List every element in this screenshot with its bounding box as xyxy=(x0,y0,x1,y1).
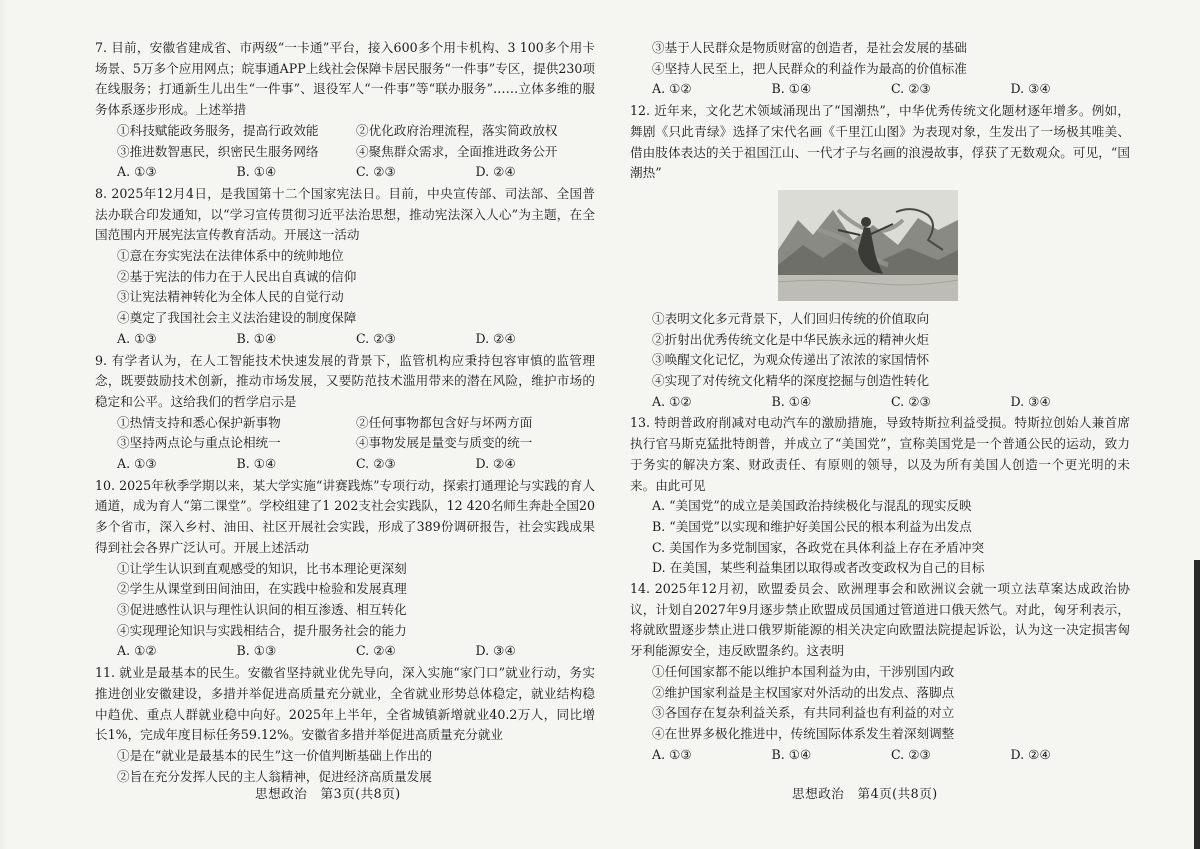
question-12-answers xyxy=(630,392,1130,413)
question-11-answer-b: B. ①④ xyxy=(771,81,812,97)
question-7-answer-c: C. ②③ xyxy=(356,164,396,180)
question-9-answers xyxy=(95,454,595,475)
question-10-answer-a: A. ①② xyxy=(117,643,157,659)
question-7-option-1: ①科技赋能政务服务，提高行政效能 xyxy=(117,122,319,138)
question-10-answers xyxy=(95,641,595,662)
question-12-answer-a: A. ①② xyxy=(652,393,692,409)
question-7-options-row-2 xyxy=(95,142,595,163)
dancer-landscape-image xyxy=(778,190,958,301)
question-8-answer-a: A. ①③ xyxy=(117,330,157,346)
question-8-answer-c: C. ②③ xyxy=(356,330,396,346)
question-14-answer-a: A. ①③ xyxy=(652,746,692,762)
question-9-stem: 9. 有学者认为，在人工智能技术快速发展的背景下，监管机构应秉持包容审慎的监管理念，既要鼓励技术创新，推动市场发展，又要防范技术滥用带来的潜在风险，维护市场的稳定和公平。这给我们的哲学启示是 xyxy=(95,352,595,409)
question-11-option-3: ③基于人民群众是物质财富的创造者，是社会发展的基础 xyxy=(652,40,967,55)
question-11-stem: 11. 就业是最基本的民生。安徽省坚持就业优先导向，深入实施“家门口”就业行动，务实推进创业安徽建设，多措并举促进高质量充分就业，全省就业形势总体稳定，就业结构稳中趋优、重点人群就业稳中向好。2025年上半年，全省城镇新增就业40.2万人，同比增长1%，完成年度目标任务59.12%。安徽省多措并举促进高质量充分就业 xyxy=(95,665,595,743)
question-9-answer-a: A. ①③ xyxy=(117,456,157,472)
question-12-option-4: ④实现了对传统文化精华的深度挖掘与创造性转化 xyxy=(652,373,930,389)
question-7-option-2: ②优化政府治理流程，落实简政放权 xyxy=(356,122,558,138)
question-13-option-c: C. 美国作为多党制国家，各政党在具体利益上存在矛盾冲突 xyxy=(652,539,985,555)
question-12-stem: 12. 近年来，文化艺术领域涌现出了“国潮热”，中华优秀传统文化题材逐年增多。例如，舞剧《只此青绿》选择了宋代名画《千里江山图》为表现对象，生发出了一场极其唯美、借由肢体表达的关于祖国江山、一代才子与名画的浪漫故事，俘获了无数观众。可见，“国潮热” xyxy=(630,103,1130,181)
question-7-answers xyxy=(95,162,595,183)
question-7-options-row-1 xyxy=(95,121,595,142)
question-14-answer-c: C. ②③ xyxy=(891,746,931,762)
question-12-answer-b: B. ①④ xyxy=(771,393,812,409)
question-10-answer-b: B. ①③ xyxy=(236,643,277,659)
question-8-option-3: ③让宪法精神转化为全体人民的自觉行动 xyxy=(117,289,344,305)
question-8-option-2: ②基于宪法的伟力在于人民出自真诚的信仰 xyxy=(117,268,357,284)
question-14-answer-b: B. ①④ xyxy=(771,746,812,762)
question-10-answer-c: C. ②④ xyxy=(356,643,396,659)
page-footer-left: 思想政治 第3页(共8页) xyxy=(255,786,401,801)
question-10-option-1: ①让学生认识到直观感受的知识，比书本理论更深刻 xyxy=(117,560,407,576)
question-7-stem: 7. 目前，安徽省建成省、市两级“一卡通”平台，接入600多个用卡机构、3 100多个用卡场景、5万多个应用网点；皖事通APP上线社会保障卡居民服务“一件事”专区，提供230项在线服务；打通新生儿出生“一件事”、退役军人“一件事”等“联办服务”……立体多维的服务体系逐步形成。上述举措 xyxy=(95,40,595,118)
question-11-answer-c: C. ②③ xyxy=(891,81,931,97)
question-14-answers xyxy=(630,745,1130,766)
question-14-option-3: ③各国存在复杂利益关系，有共同利益也有利益的对立 xyxy=(652,705,955,721)
question-7-answer-b: B. ①④ xyxy=(236,164,277,180)
question-8-answer-d: D. ②④ xyxy=(475,330,516,346)
question-12-answer-c: C. ②③ xyxy=(891,393,931,409)
left-column xyxy=(95,38,595,787)
question-12-answer-d: D. ③④ xyxy=(1010,393,1051,409)
question-7-option-3: ③推进数智惠民，织密民生服务网络 xyxy=(117,143,319,159)
question-13-option-a: A. “美国党”的成立是美国政治持续极化与混乱的现实反映 xyxy=(652,498,972,514)
question-10-option-4: ④实现理论知识与实践相结合，提升服务社会的能力 xyxy=(117,622,407,638)
question-11-option-4: ④坚持人民至上，把人民群众的利益作为最高的价值标准 xyxy=(652,60,967,76)
question-10-option-2: ②学生从课堂到田间油田，在实践中检验和发展真理 xyxy=(117,581,407,597)
question-12-option-3: ③唤醒文化记忆，为观众传递出了浓浓的家国情怀 xyxy=(652,352,930,368)
question-13-option-b: B. “美国党”以实现和维护好美国公民的根本利益为出发点 xyxy=(652,518,972,534)
question-14-stem: 14. 2025年12月初，欧盟委员会、欧洲理事会和欧洲议会就一项立法草案达成政治协议，计划自2027年9月逐步禁止欧盟成员国通过管道进口俄天然气。对此，匈牙利表示，将就欧盟逐步禁止进口俄罗斯能源的相关决定向欧盟法院提起诉讼，认为这一决定损害匈牙利能源安全，违反欧盟条约。这表明 xyxy=(630,581,1130,659)
question-14-option-2: ②维护国家利益是主权国家对外活动的出发点、落脚点 xyxy=(652,684,955,700)
right-column xyxy=(630,38,1130,766)
question-13-stem: 13. 特朗普政府削减对电动汽车的激励措施，导致特斯拉利益受损。特斯拉创始人兼首席执行官马斯克猛批特朗普，并成立了“美国党”，宣称美国党是一个普通公民的运动，致力于务实的解决方案、财政责任、有原则的领导，以及为所有美国人创造一个更光明的未来。由此可见 xyxy=(630,415,1130,493)
question-12-option-2: ②折射出优秀传统文化是中华民族永远的精神火炬 xyxy=(652,331,930,347)
question-13-option-d: D. 在美国，某些利益集团以取得或者改变政权为自己的目标 xyxy=(652,560,985,576)
question-9-option-4: ④事物发展是量变与质变的统一 xyxy=(356,435,533,451)
question-11-option-2: ②旨在充分发挥人民的主人翁精神，促进经济高质量发展 xyxy=(117,768,432,784)
question-8-answers xyxy=(95,329,595,350)
question-14-option-4: ④在世界多极化推进中，传统国际体系发生着深刻调整 xyxy=(652,725,955,741)
question-9-options-row-1 xyxy=(95,413,595,434)
question-10-stem: 10. 2025年秋季学期以来，某大学实施“讲赛践炼”专项行动，探索打通理论与实践的育人通道，成为育人“第二课堂”。学校组建了1 202支社会实践队，12 420名师生奔赴全国20多个省市，深入乡村、油田、社区开展社会实践，形成了389份调研报告，社会实践成果得到社会各界广泛认可。开展上述活动 xyxy=(95,477,595,555)
question-10-option-3: ③促进感性认识与理性认识间的相互渗透、相互转化 xyxy=(117,601,407,617)
question-11-option-1: ①是在“就业是最基本的民生”这一价值判断基础上作出的 xyxy=(117,747,433,763)
question-8-answer-b: B. ①④ xyxy=(236,330,277,346)
question-14-option-1: ①任何国家都不能以维护本国利益为由，干涉别国内政 xyxy=(652,663,955,679)
question-8-option-4: ④奠定了我国社会主义法治建设的制度保障 xyxy=(117,310,357,326)
scan-edge-shadow xyxy=(1194,560,1200,849)
question-7-option-4: ④聚焦群众需求，全面推进政务公开 xyxy=(356,143,558,159)
page-footer-right: 思想政治 第4页(共8页) xyxy=(792,786,938,801)
question-9-option-1: ①热情支持和悉心保护新事物 xyxy=(117,414,281,430)
question-10-answer-d: D. ③④ xyxy=(475,643,516,659)
question-9-answer-b: B. ①④ xyxy=(236,456,277,472)
question-11-answer-a: A. ①② xyxy=(652,81,692,97)
question-7-answer-d: D. ②④ xyxy=(475,164,516,180)
question-9-answer-c: C. ②③ xyxy=(356,456,396,472)
question-9-options-row-2 xyxy=(95,433,595,454)
question-9-option-2: ②任何事物都包含好与坏两方面 xyxy=(356,414,533,430)
question-8-option-1: ①意在夯实宪法在法律体系中的统帅地位 xyxy=(117,248,344,264)
question-11-answers xyxy=(630,79,1130,100)
question-11-answer-d: D. ③④ xyxy=(1010,81,1051,97)
question-8-stem: 8. 2025年12月4日，是我国第十二个国家宪法日。目前，中央宣传部、司法部、全国普法办联合印发通知，以“学习宣传贯彻习近平法治思想，推动宪法深入人心”为主题，在全国范围内开展宪法宣传教育活动。开展这一活动 xyxy=(95,185,595,243)
question-7-answer-a: A. ①③ xyxy=(117,164,157,180)
question-9-option-3: ③坚持两点论与重点论相统一 xyxy=(117,435,281,451)
question-14-answer-d: D. ②④ xyxy=(1010,746,1051,762)
question-12-option-1: ①表明文化多元背景下，人们回归传统的价值取向 xyxy=(652,310,930,326)
question-9-answer-d: D. ②④ xyxy=(475,456,516,472)
